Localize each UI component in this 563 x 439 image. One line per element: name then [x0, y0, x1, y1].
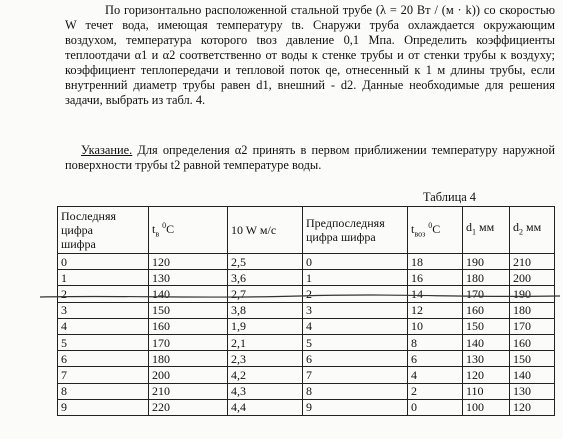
table-body: [58, 254, 555, 416]
table-row: [58, 334, 555, 350]
header-tvoz: $t_{воз}$ $^0$C: [408, 207, 463, 254]
table-cell: 130: [149, 270, 228, 286]
table-cell: 140: [510, 367, 555, 383]
table-row: [58, 270, 555, 286]
header-d1: $d_1$ мм: [463, 207, 510, 254]
note-text: Для определения α2 принять в первом приближении температуру наружной поверхности трубы t2 равной температуре воды.: [65, 143, 555, 172]
table-cell: 2,1: [228, 334, 303, 350]
table-cell: 120: [149, 254, 228, 270]
table-cell: 130: [510, 383, 555, 399]
table-cell: 14: [408, 286, 463, 302]
table-cell: 2,3: [228, 351, 303, 367]
table-cell: 190: [510, 286, 555, 302]
table-cell: 160: [149, 318, 228, 334]
table-cell: 170: [510, 318, 555, 334]
table-cell: 190: [463, 254, 510, 270]
table-cell: 3: [303, 302, 408, 318]
table-cell: 170: [463, 286, 510, 302]
table-cell: 10: [408, 318, 463, 334]
table-cell: 2: [408, 383, 463, 399]
header-last-digit: Последняя цифра шифра: [58, 207, 149, 254]
table-cell: 120: [463, 367, 510, 383]
table-row: [58, 318, 555, 334]
data-table: [57, 206, 555, 416]
table-cell: 1: [303, 270, 408, 286]
table-cell: 3: [58, 302, 149, 318]
table-caption: Таблица 4: [423, 190, 476, 204]
table-cell: 4,2: [228, 367, 303, 383]
table-cell: 200: [149, 367, 228, 383]
table-cell: 4,3: [228, 383, 303, 399]
table-cell: 140: [149, 286, 228, 302]
table-row: [58, 302, 555, 318]
table-cell: 0: [58, 254, 149, 270]
table-cell: 5: [303, 334, 408, 350]
table-row: [58, 399, 555, 415]
header-d2: $d_2$ мм: [510, 207, 555, 254]
table-cell: 12: [408, 302, 463, 318]
table-cell: 100: [463, 399, 510, 415]
table-cell: 1,9: [228, 318, 303, 334]
table-cell: 6: [408, 351, 463, 367]
note-label: Указание.: [81, 143, 133, 157]
table-row: [58, 351, 555, 367]
table-cell: 4: [58, 318, 149, 334]
header-tv: $t_в$ $^0$C: [149, 207, 228, 254]
table-cell: 4: [408, 367, 463, 383]
header-w: 10 W м/с: [228, 207, 303, 254]
table-row: [58, 367, 555, 383]
table-cell: 180: [510, 302, 555, 318]
table-cell: 130: [463, 351, 510, 367]
header-second-last-digit: Предпоследняя цифра шифра: [303, 207, 408, 254]
note-paragraph: [65, 143, 555, 173]
table-cell: 7: [58, 367, 149, 383]
table-cell: 9: [303, 399, 408, 415]
table-row: [58, 383, 555, 399]
table-cell: 1: [58, 270, 149, 286]
table-cell: 4,4: [228, 399, 303, 415]
table-cell: 210: [149, 383, 228, 399]
table-cell: 160: [510, 334, 555, 350]
table-header-row: [58, 207, 555, 254]
table-cell: 8: [303, 383, 408, 399]
table-cell: 170: [149, 334, 228, 350]
table-row: [58, 286, 555, 302]
table-cell: 3,6: [228, 270, 303, 286]
table-cell: 2: [58, 286, 149, 302]
table-cell: 210: [510, 254, 555, 270]
table-cell: 150: [510, 351, 555, 367]
problem-paragraph: [65, 3, 555, 108]
table-cell: 6: [58, 351, 149, 367]
table-cell: 150: [463, 318, 510, 334]
table-cell: 9: [58, 399, 149, 415]
table-cell: 180: [149, 351, 228, 367]
table-cell: 2,5: [228, 254, 303, 270]
table-cell: 18: [408, 254, 463, 270]
table-cell: 7: [303, 367, 408, 383]
table-cell: 0: [408, 399, 463, 415]
table-cell: 180: [463, 270, 510, 286]
table-cell: 120: [510, 399, 555, 415]
table-cell: 8: [58, 383, 149, 399]
table-cell: 3,8: [228, 302, 303, 318]
table-cell: 200: [510, 270, 555, 286]
table-cell: 16: [408, 270, 463, 286]
table-cell: 110: [463, 383, 510, 399]
problem-text: По горизонтально расположенной стальной трубе (λ = 20 Вт / (м · k)) со скоростью W течет вода, имеющая температуру tв. Снаружи труба охлаждается окружающим воздухом, температура которого tвоз давление 0,1 Мпа. Определить коэффициенты теплоотдачи α1 и α2 соответственно от воды к стенке трубы и от стенки трубы к воздуху; коэффициент теплопередачи и тепловой поток qе, отнесенный к 1 м длины трубы, если внутренний диаметр трубы равен d1, внешний - d2. Данные необходимые для решения задачи, выбрать из табл. 4.: [65, 3, 555, 107]
table-cell: 160: [463, 302, 510, 318]
table-cell: 5: [58, 334, 149, 350]
table-cell: 220: [149, 399, 228, 415]
table-cell: 2: [303, 286, 408, 302]
table-cell: 140: [463, 334, 510, 350]
table-cell: 6: [303, 351, 408, 367]
table-row: [58, 254, 555, 270]
table-cell: 2,7: [228, 286, 303, 302]
table-cell: 150: [149, 302, 228, 318]
table-cell: 0: [303, 254, 408, 270]
table-cell: 4: [303, 318, 408, 334]
table-cell: 8: [408, 334, 463, 350]
